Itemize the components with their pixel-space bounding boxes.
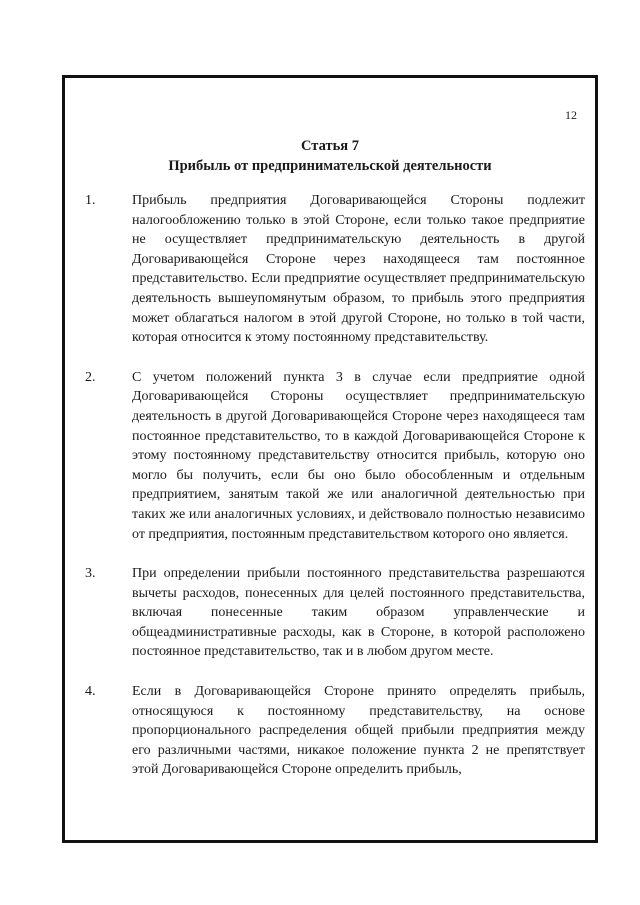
- paragraph-number: 2.: [85, 369, 96, 385]
- paragraph-2: [85, 368, 585, 544]
- paragraph-number: 4.: [85, 684, 96, 700]
- paragraph-text: При определении прибыли постоянного представительства разрешаются вычеты расходов, понесенных для целей постоянного представительства, включая понесенные таким образом управленческие и общеадминистративные расходы, как в Стороне, в которой расположено постоянное представительство, так и в любом другом месте.: [132, 566, 585, 660]
- paragraph-text: С учетом положений пункта 3 в случае если предприятие одной Договаривающейся Стороны осуществляет предпринимательскую деятельность в другой Договаривающейся Стороне через находящееся там постоянное представительство, то в каждой Договаривающейся Стороне к этому постоянному представительству относится прибыль, которую оно могло бы получить, если бы оно было обособленным и отдельным предприятием, занятым такой же или аналогичной деятельностью при таких же или аналогичных условиях, и действовало полностью независимо от предприятия, постоянным представительством которого оно является.: [132, 369, 585, 542]
- paragraph-4: [85, 682, 585, 780]
- paragraph-text: Если в Договаривающейся Стороне принято определять прибыль, относящуюся к постоянному представительству, на основе пропорционального распределения общей прибыли предприятия между его различными частями, никакое положение пункта 2 не препятствует этой Договаривающейся Стороне определить прибыль,: [132, 684, 585, 778]
- paragraph-number: 1.: [85, 193, 96, 208]
- page-number: 12: [565, 108, 577, 122]
- paragraph-number: 3.: [85, 566, 96, 582]
- paragraph-text: Прибыль предприятия Договаривающейся Стороны подлежит налогообложению только в этой Стороне, если только такое предприятие не осуществляет предпринимательскую деятельность в другой Договаривающейся Стороне через находящееся там постоянное представительство. Если предприятие осуществляет предпринимательскую деятельность вышеупомянутым образом, то прибыль этого предприятия может облагаться налогом в этой другой Стороне, но только в той части, которая относится к этому постоянному представительству.: [132, 193, 585, 346]
- article-paragraphs: [85, 191, 585, 780]
- page-frame: [62, 75, 598, 843]
- article-heading: [65, 136, 595, 176]
- paragraph-3: [85, 564, 585, 662]
- article-subtitle: Прибыль от предпринимательской деятельности: [168, 158, 492, 174]
- paragraph-1: [85, 191, 585, 348]
- article-title: Статья 7: [301, 138, 359, 154]
